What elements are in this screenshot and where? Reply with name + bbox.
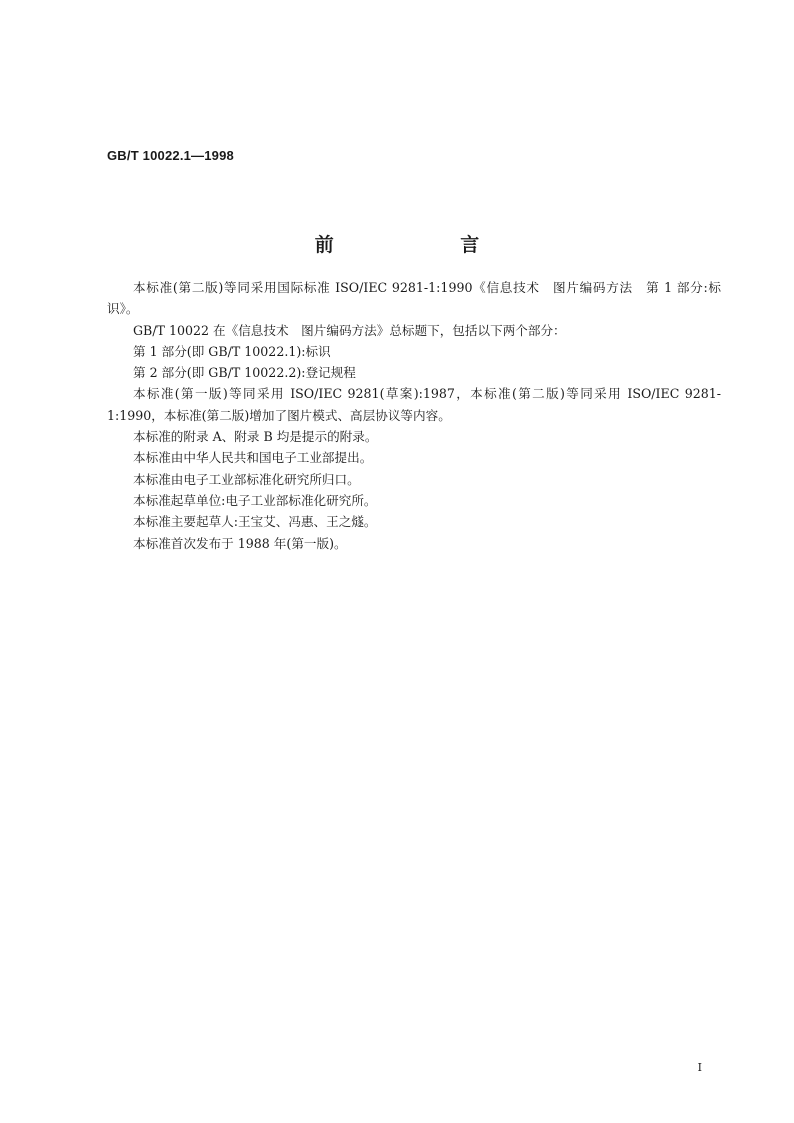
standard-code: GB/T 10022.1—1998 — [107, 148, 234, 163]
paragraph: 第 1 部分(即 GB/T 10022.1):标识 — [133, 343, 331, 359]
page-number: I — [697, 1061, 702, 1074]
paragraph: 本标准(第二版)等同采用国际标准 ISO/IEC 9281-1:1990《信息技术 图片编码方法 第 1 部分:标识》。 — [107, 280, 721, 317]
preface-body — [107, 277, 721, 554]
paragraph: 本标准起草单位:电子工业部标准化研究所。 — [133, 492, 377, 508]
page-title: 前 言 — [314, 234, 540, 256]
paragraph: GB/T 10022 在《信息技术 图片编码方法》总标题下，包括以下两个部分： — [133, 322, 566, 338]
paragraph: 本标准的附录 A、附录 B 均是提示的附录。 — [133, 429, 378, 445]
paragraph: 本标准(第一版)等同采用 ISO/IEC 9281(草案):1987，本标准(第二版)等同采用 ISO/IEC 9281-1:1990，本标准(第二版)增加了图片模式、高层协议等内容。 — [107, 386, 721, 423]
paragraph: 本标准由中华人民共和国电子工业部提出。 — [133, 450, 373, 466]
paragraph: 本标准主要起草人:王宝艾、冯惠、王之燧。 — [133, 514, 377, 530]
paragraph: 本标准首次发布于 1988 年(第一版)。 — [133, 535, 347, 551]
paragraph: 第 2 部分(即 GB/T 10022.2):登记规程 — [133, 365, 356, 381]
paragraph: 本标准由电子工业部标准化研究所归口。 — [133, 471, 360, 487]
